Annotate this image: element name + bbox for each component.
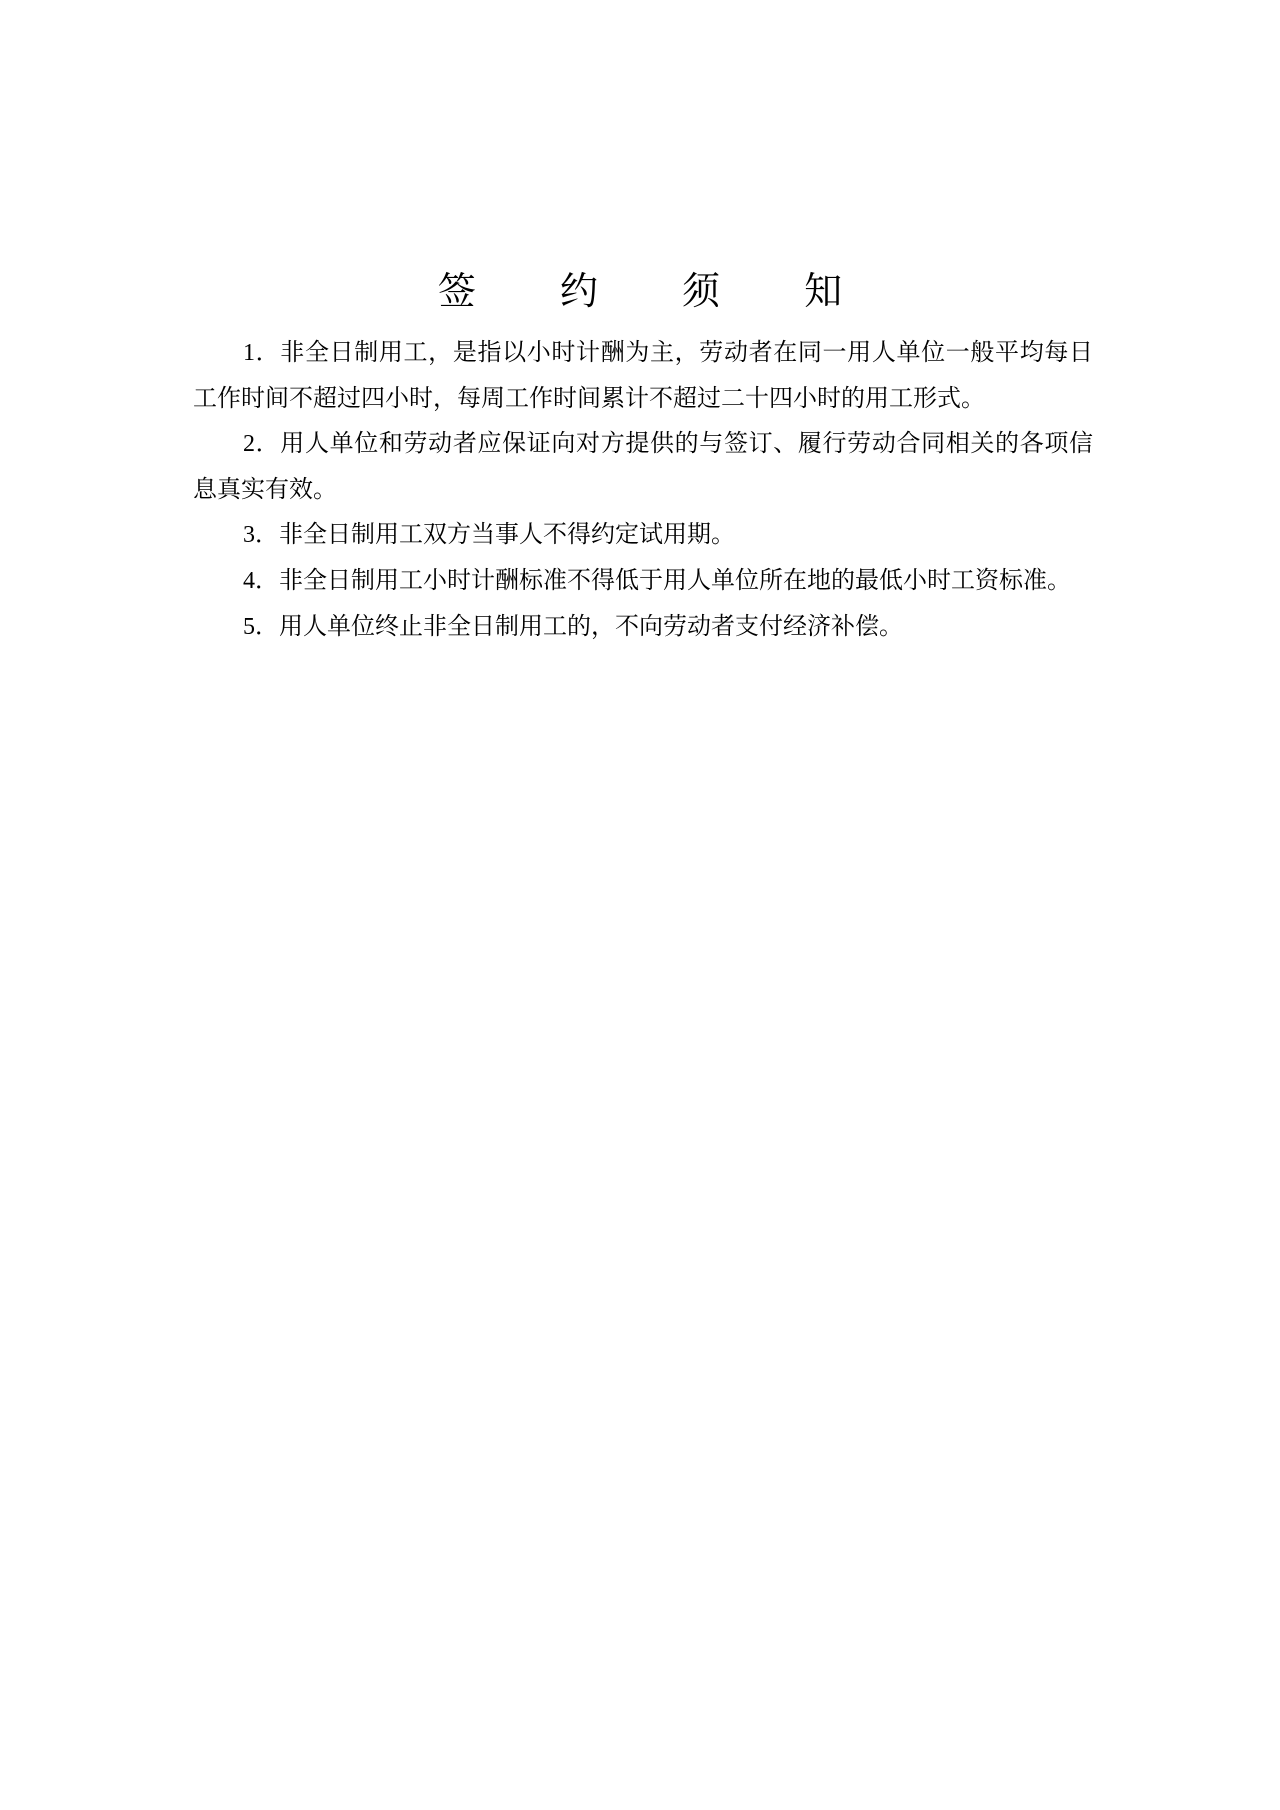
notice-item-number: 2． [243,431,281,457]
notice-item-4 [193,558,1093,604]
notice-item-number: 4． [243,568,279,594]
notice-item-text: 非全日制用工双方当事人不得约定试用期。 [279,520,735,548]
notice-item-text: 非全日制用工小时计酬标准不得低于用人单位所在地的最低小时工资标准。 [279,566,1071,594]
document-title: 签 约 须 知 [437,269,879,314]
notice-item-number: 1． [243,340,281,366]
notice-item-text: 用人单位和劳动者应保证向对方提供的与签订、履行劳动合同相关的各项信息真实有效。 [193,429,1094,503]
notice-item-1 [193,330,1093,421]
notice-item-3 [193,512,1093,558]
notice-item-number: 3． [243,522,279,548]
notice-item-text: 用人单位终止非全日制用工的，不向劳动者支付经济补偿。 [279,612,903,640]
notice-item-5 [193,604,1093,650]
notice-item-text: 非全日制用工，是指以小时计酬为主，劳动者在同一用人单位一般平均每日工作时间不超过四小时，每周工作时间累计不超过二十四小时的用工形式。 [193,338,1094,412]
notice-list [193,330,1093,650]
notice-item-number: 5． [243,614,279,640]
notice-item-2 [193,421,1093,512]
